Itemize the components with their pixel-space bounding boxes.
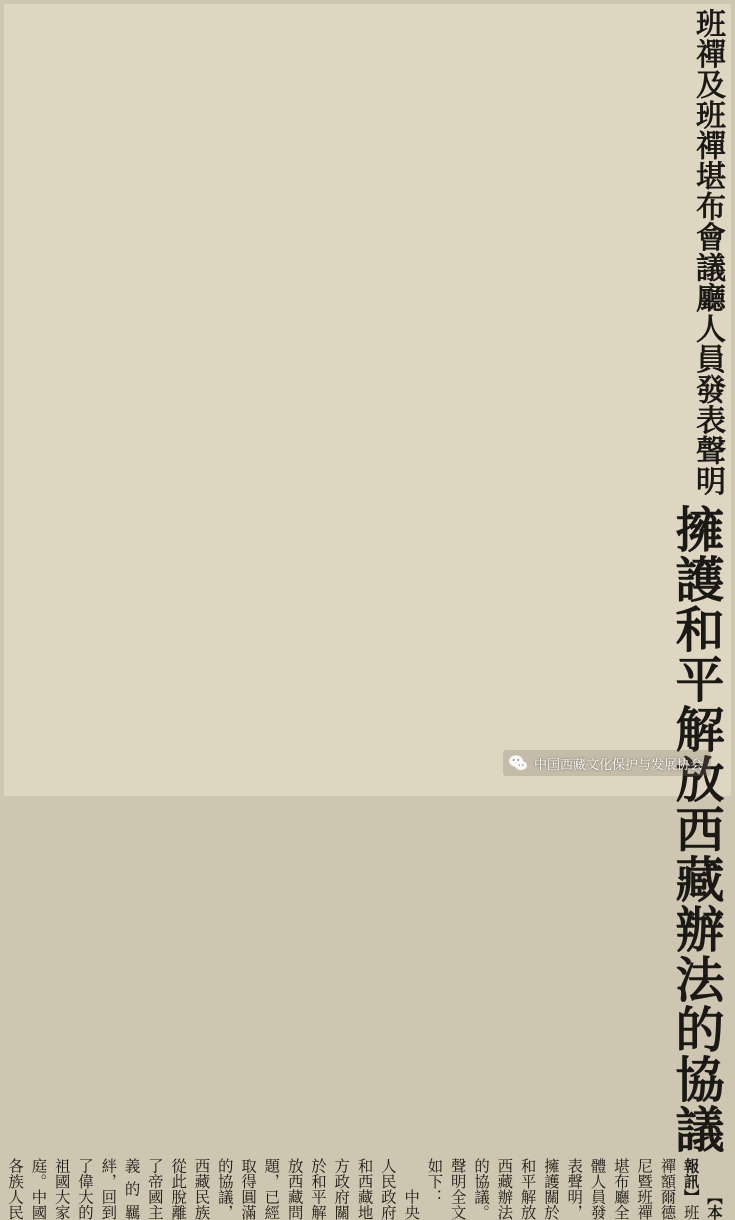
article-body xyxy=(0,1158,725,1220)
lead-text: 班禪額爾德尼暨班禪堪布廳全體人員發表聲明，擁護關於和平解放西藏辦法的協議。聲明全文如下： xyxy=(425,1158,700,1220)
article-subheading: 班禪及班禪堪布會議廳人員發表聲明 xyxy=(690,8,725,496)
watermark-text: 中国西藏文化保护与发展协会 xyxy=(533,757,703,773)
lead-paragraph xyxy=(422,1158,725,1220)
article-headline: 擁護和平解放西藏辦法的協議 xyxy=(668,504,726,1154)
byline: 【本報訊】 xyxy=(681,1158,723,1220)
body-paragraph: 中央人民政府和西藏地方政府關於和平解放西藏問題，已經取得圓滿的協議，西藏民族從此脫離了帝國主義的羈絆，回到了偉大的祖國大家庭。中國各族人民 xyxy=(6,1158,421,1220)
newspaper-page xyxy=(4,4,731,1220)
article xyxy=(6,8,726,1220)
wechat-icon xyxy=(508,753,528,773)
source-watermark xyxy=(503,750,711,776)
